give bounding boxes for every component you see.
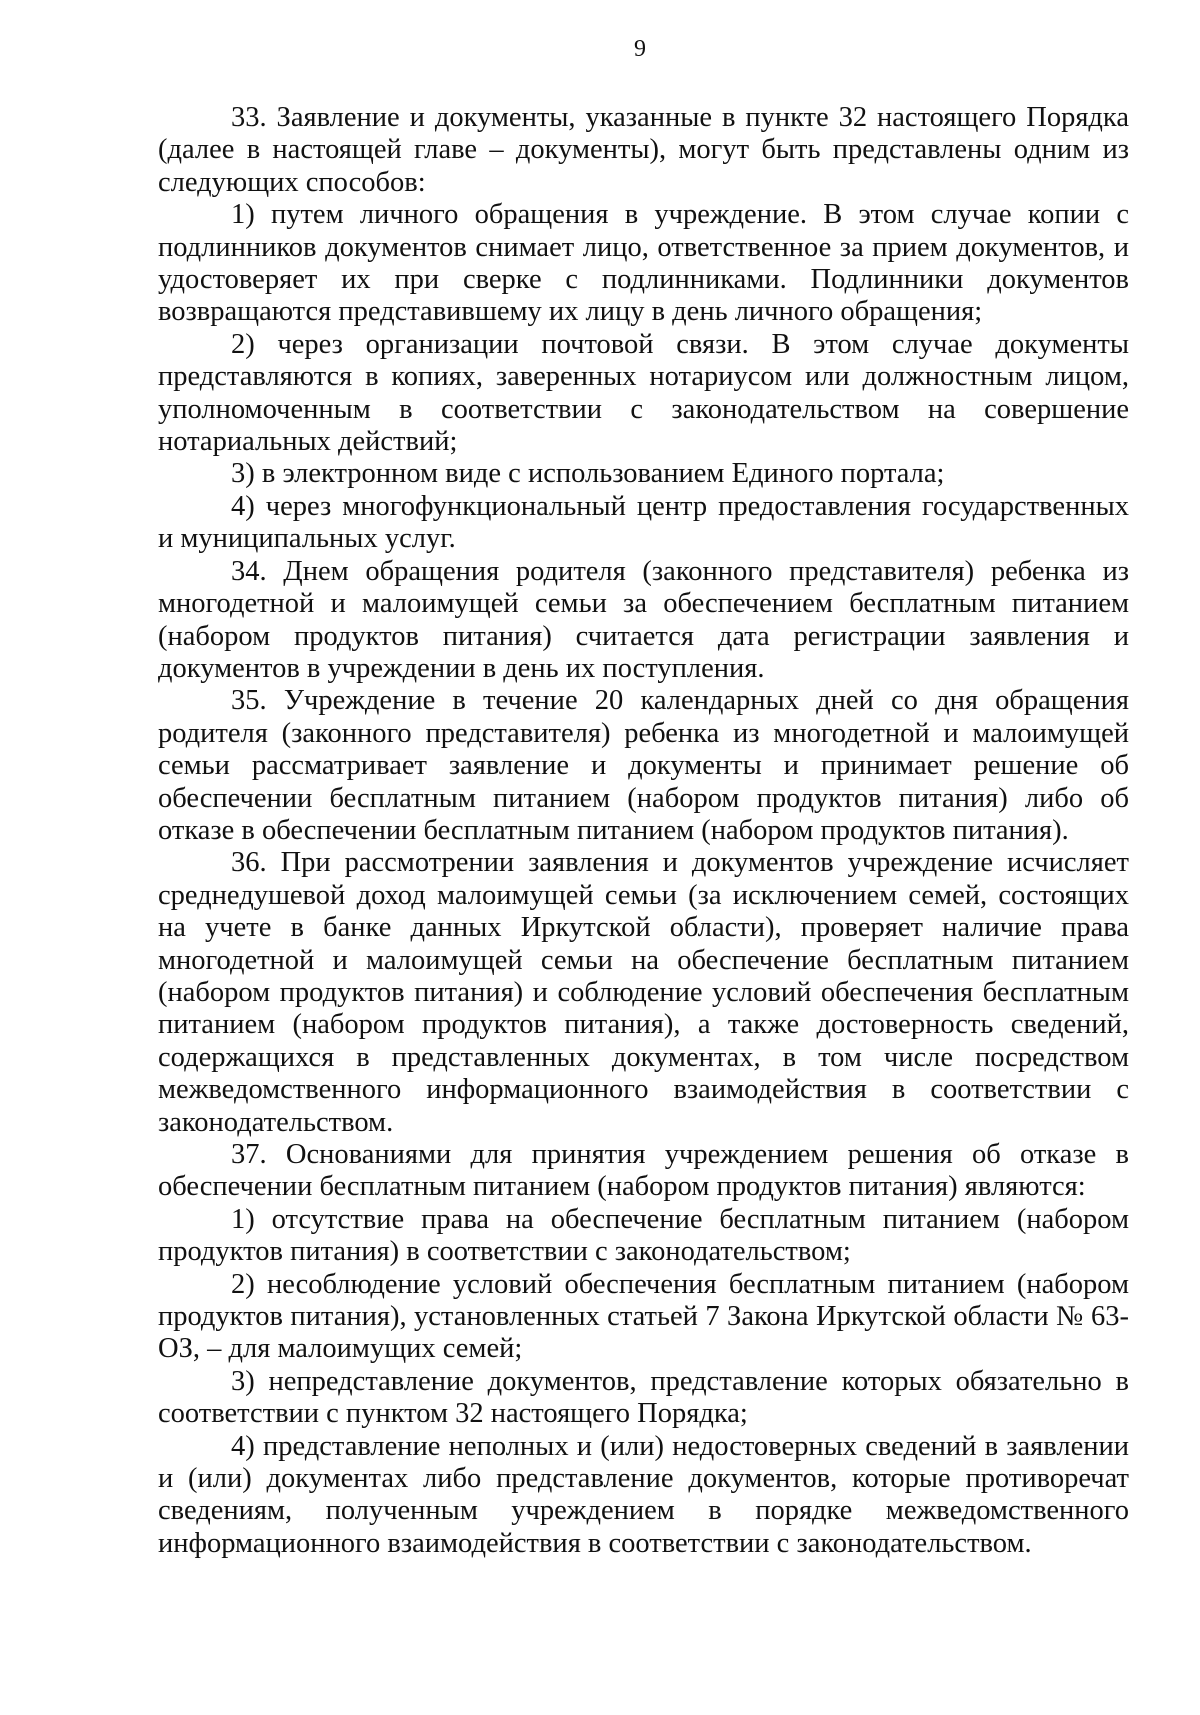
document-body (158, 102, 1129, 1560)
paragraph-37-item-1: 1) отсутствие права на обеспечение бесплатным питанием (набором продуктов питания) в соответствии с законодательством; (158, 1203, 1129, 1268)
paragraph-37: 37. Основаниями для принятия учреждением решения об отказе в обеспечении бесплатным питанием (набором продуктов питания) являются: (158, 1139, 1129, 1203)
paragraph-33: 33. Заявление и документы, указанные в пункте 32 настоящего Порядка (далее в настоящей главе – документы), могут быть представлены одним из следующих способов: (158, 102, 1129, 198)
paragraph-34: 34. Днем обращения родителя (законного представителя) ребенка из многодетной и малоимущей семьи за обеспечением бесплатным питанием (набором продуктов питания) считается дата регистрации заявления и документов в учреждении в день их поступления. (158, 555, 1129, 684)
paragraph-37-item-2: 2) несоблюдение условий обеспечения бесплатным питанием (набором продуктов питания), установленных статьей 7 Закона Иркутской области № 63-ОЗ, – для малоимущих семей; (158, 1268, 1129, 1365)
paragraph-33-item-4: 4) через многофункциональный центр предоставления государственных и муниципальных услуг. (158, 490, 1129, 555)
page-number: 9 (634, 36, 646, 62)
paragraph-36: 36. При рассмотрении заявления и документов учреждение исчисляет среднедушевой доход малоимущей семьи (за исключением семей, состоящих на учете в банке данных Иркутской области), проверяет наличие права многодетной и малоимущей семьи на обеспечение бесплатным питанием (набором продуктов питания) и соблюдение условий обеспечения бесплатным питанием (набором продуктов питания), а также достоверность сведений, содержащихся в представленных документах, в том числе посредством межведомственного информационного взаимодействия в соответствии с законодательством. (158, 847, 1129, 1138)
paragraph-33-item-2: 2) через организации почтовой связи. В этом случае документы представляются в копиях, заверенных нотариусом или должностным лицом, уполномоченным в соответствии с законодательством на совершение нотариальных действий; (158, 328, 1129, 458)
paragraph-35: 35. Учреждение в течение 20 календарных дней со дня обращения родителя (законного представителя) ребенка из многодетной и малоимущей семьи рассматривает заявление и документы и принимает решение об обеспечении бесплатным питанием (набором продуктов питания) либо об отказе в обеспечении бесплатным питанием (набором продуктов питания). (158, 685, 1129, 846)
paragraph-33-item-3: 3) в электронном виде с использованием Единого портала; (231, 458, 945, 490)
paragraph-37-item-3: 3) непредставление документов, представление которых обязательно в соответствии с пунктом 32 настоящего Порядка; (158, 1365, 1129, 1430)
paragraph-37-item-4: 4) представление неполных и (или) недостоверных сведений в заявлении и (или) документах либо представление документов, которые противоречат сведениям, полученным учреждением в порядке межведомственного информационного взаимодействия в соответствии с законодательством. (158, 1430, 1129, 1559)
paragraph-33-item-1: 1) путем личного обращения в учреждение. В этом случае копии с подлинников документов снимает лицо, ответственное за прием документов, и удостоверяет их при сверке с подлинниками. Подлинники документов возвращаются представившему их лицу в день личного обращения; (158, 199, 1129, 328)
